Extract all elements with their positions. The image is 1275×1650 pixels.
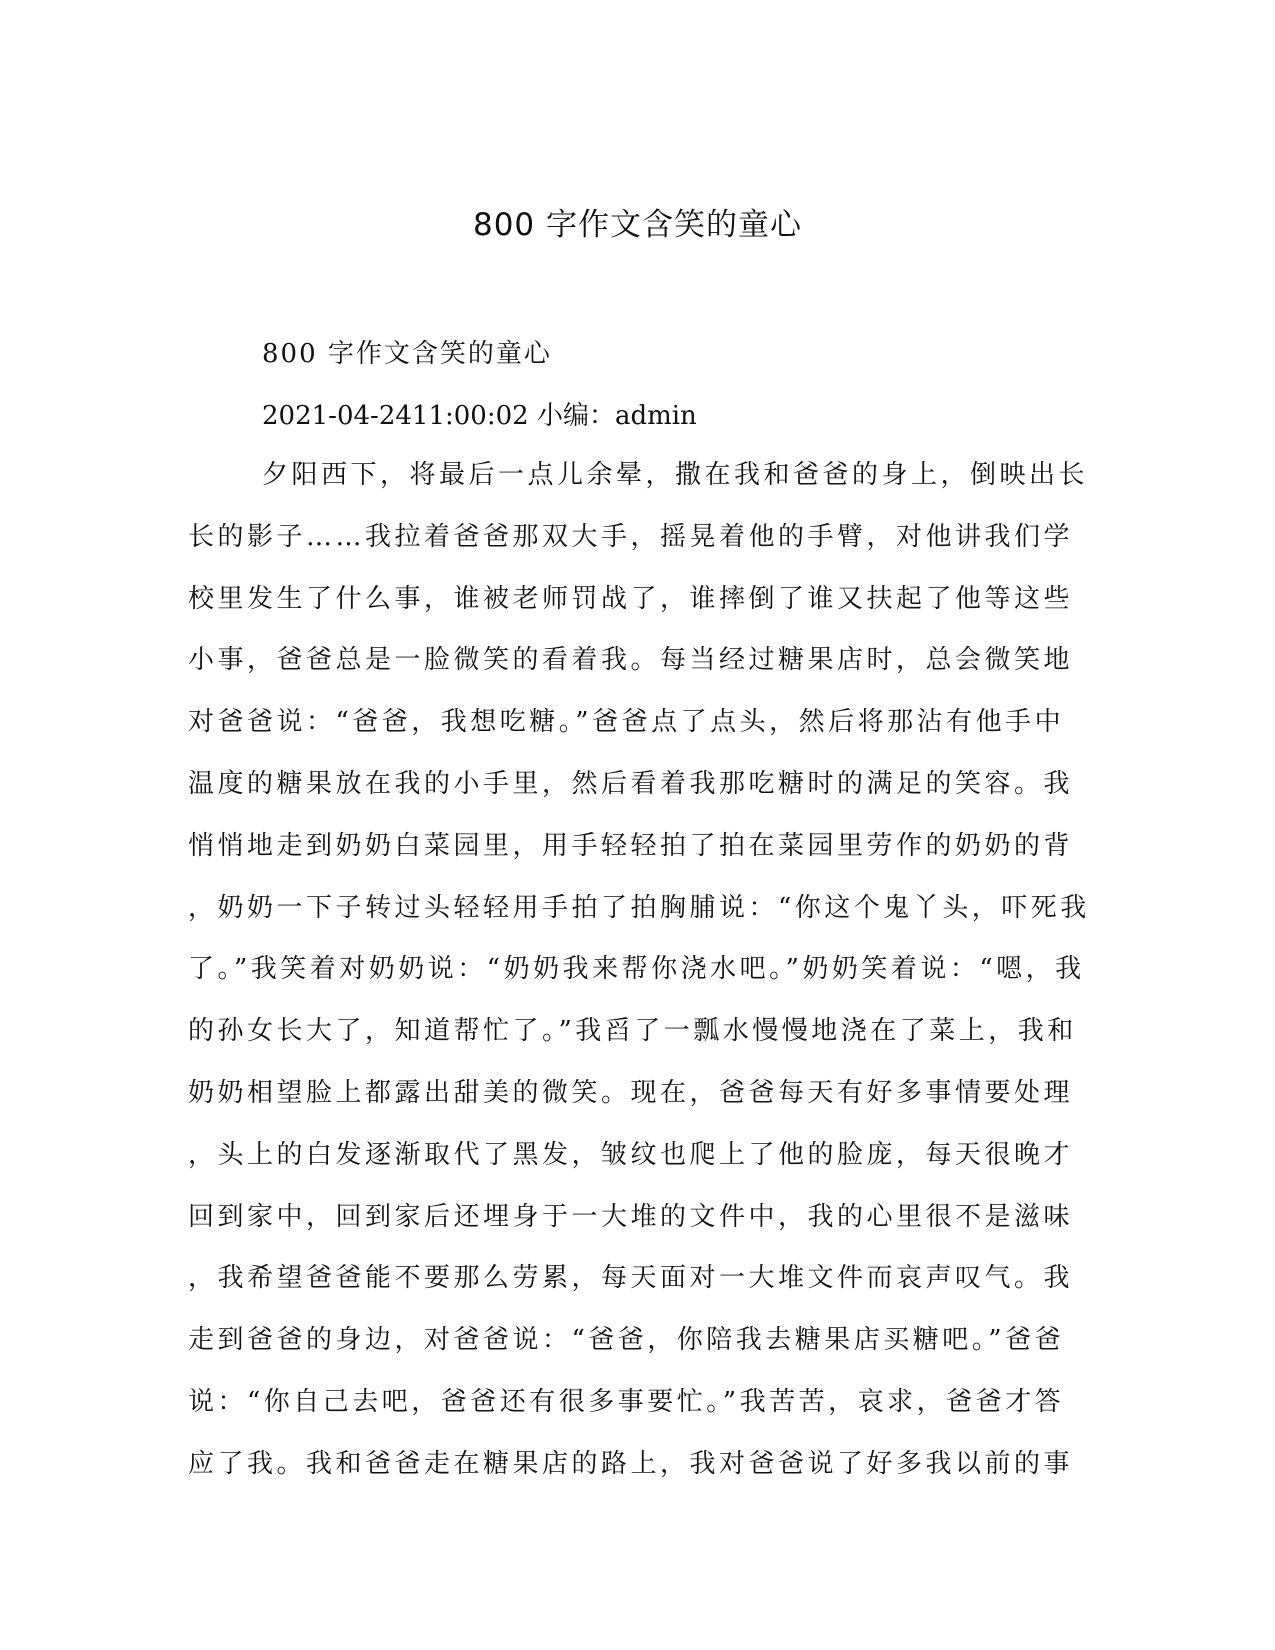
body-line: 校里发生了什么事，谁被老师罚战了，谁摔倒了谁又扶起了他等这些 xyxy=(188,583,1074,614)
document-title: 800 字作文含笑的童心 xyxy=(472,207,803,243)
body-line: 说：“你自己去吧，爸爸还有很多事要忙。”我苦苦，哀求，爸爸才答 xyxy=(188,1386,1065,1417)
body-line: 小事，爸爸总是一脸微笑的看着我。每当经过糖果店时，总会微笑地 xyxy=(188,645,1074,676)
body-line: 的孙女长大了，知道帮忙了。”我舀了一瓢水慢慢地浇在了菜上，我和 xyxy=(188,1016,1077,1047)
body-line: 回到家中，回到家后还埋身于一大堆的文件中，我的心里很不是滋味 xyxy=(188,1201,1074,1232)
body-line: 对爸爸说：“爸爸，我想吃糖。”爸爸点了点头，然后将那沾有他手中 xyxy=(188,707,1065,738)
body-line: 长的影子……我拉着爸爸那双大手，摇晃着他的手臂，对他讲我们学 xyxy=(188,521,1074,552)
article-subtitle: 800 字作文含笑的童心 xyxy=(262,339,552,369)
body-line: 夕阳西下，将最后一点儿余晕，撒在我和爸爸的身上，倒映出长 xyxy=(262,460,1089,490)
body-line: 应了我。我和爸爸走在糖果店的路上，我对爸爸说了好多我以前的事 xyxy=(188,1448,1074,1479)
article-body xyxy=(188,455,1088,1506)
article-dateline: 2021-04-2411:00:02 小编：admin xyxy=(262,401,697,431)
body-line: 温度的糖果放在我的小手里，然后看着我那吃糖时的满足的笑容。我 xyxy=(188,768,1074,799)
body-line: ，头上的白发逐渐取代了黑发，皱纹也爬上了他的脸庞，每天很晚才 xyxy=(188,1139,1074,1170)
body-line: 了。”我笑着对奶奶说：“奶奶我来帮你浇水吧。”奶奶笑着说：“嗯，我 xyxy=(188,954,1085,985)
body-line: 走到爸爸的身边，对爸爸说：“爸爸，你陪我去糖果店买糖吧。”爸爸 xyxy=(188,1325,1065,1356)
body-line: 悄悄地走到奶奶白菜园里，用手轻轻拍了拍在菜园里劳作的奶奶的背 xyxy=(188,830,1074,861)
body-line: ，奶奶一下子转过头轻轻用手拍了拍胸脯说：“你这个鬼丫头，吓死我 xyxy=(188,892,1090,923)
body-line: ，我希望爸爸能不要那么劳累，每天面对一大堆文件而哀声叹气。我 xyxy=(188,1263,1074,1294)
body-line: 奶奶相望脸上都露出甜美的微笑。现在，爸爸每天有好多事情要处理 xyxy=(188,1077,1074,1108)
